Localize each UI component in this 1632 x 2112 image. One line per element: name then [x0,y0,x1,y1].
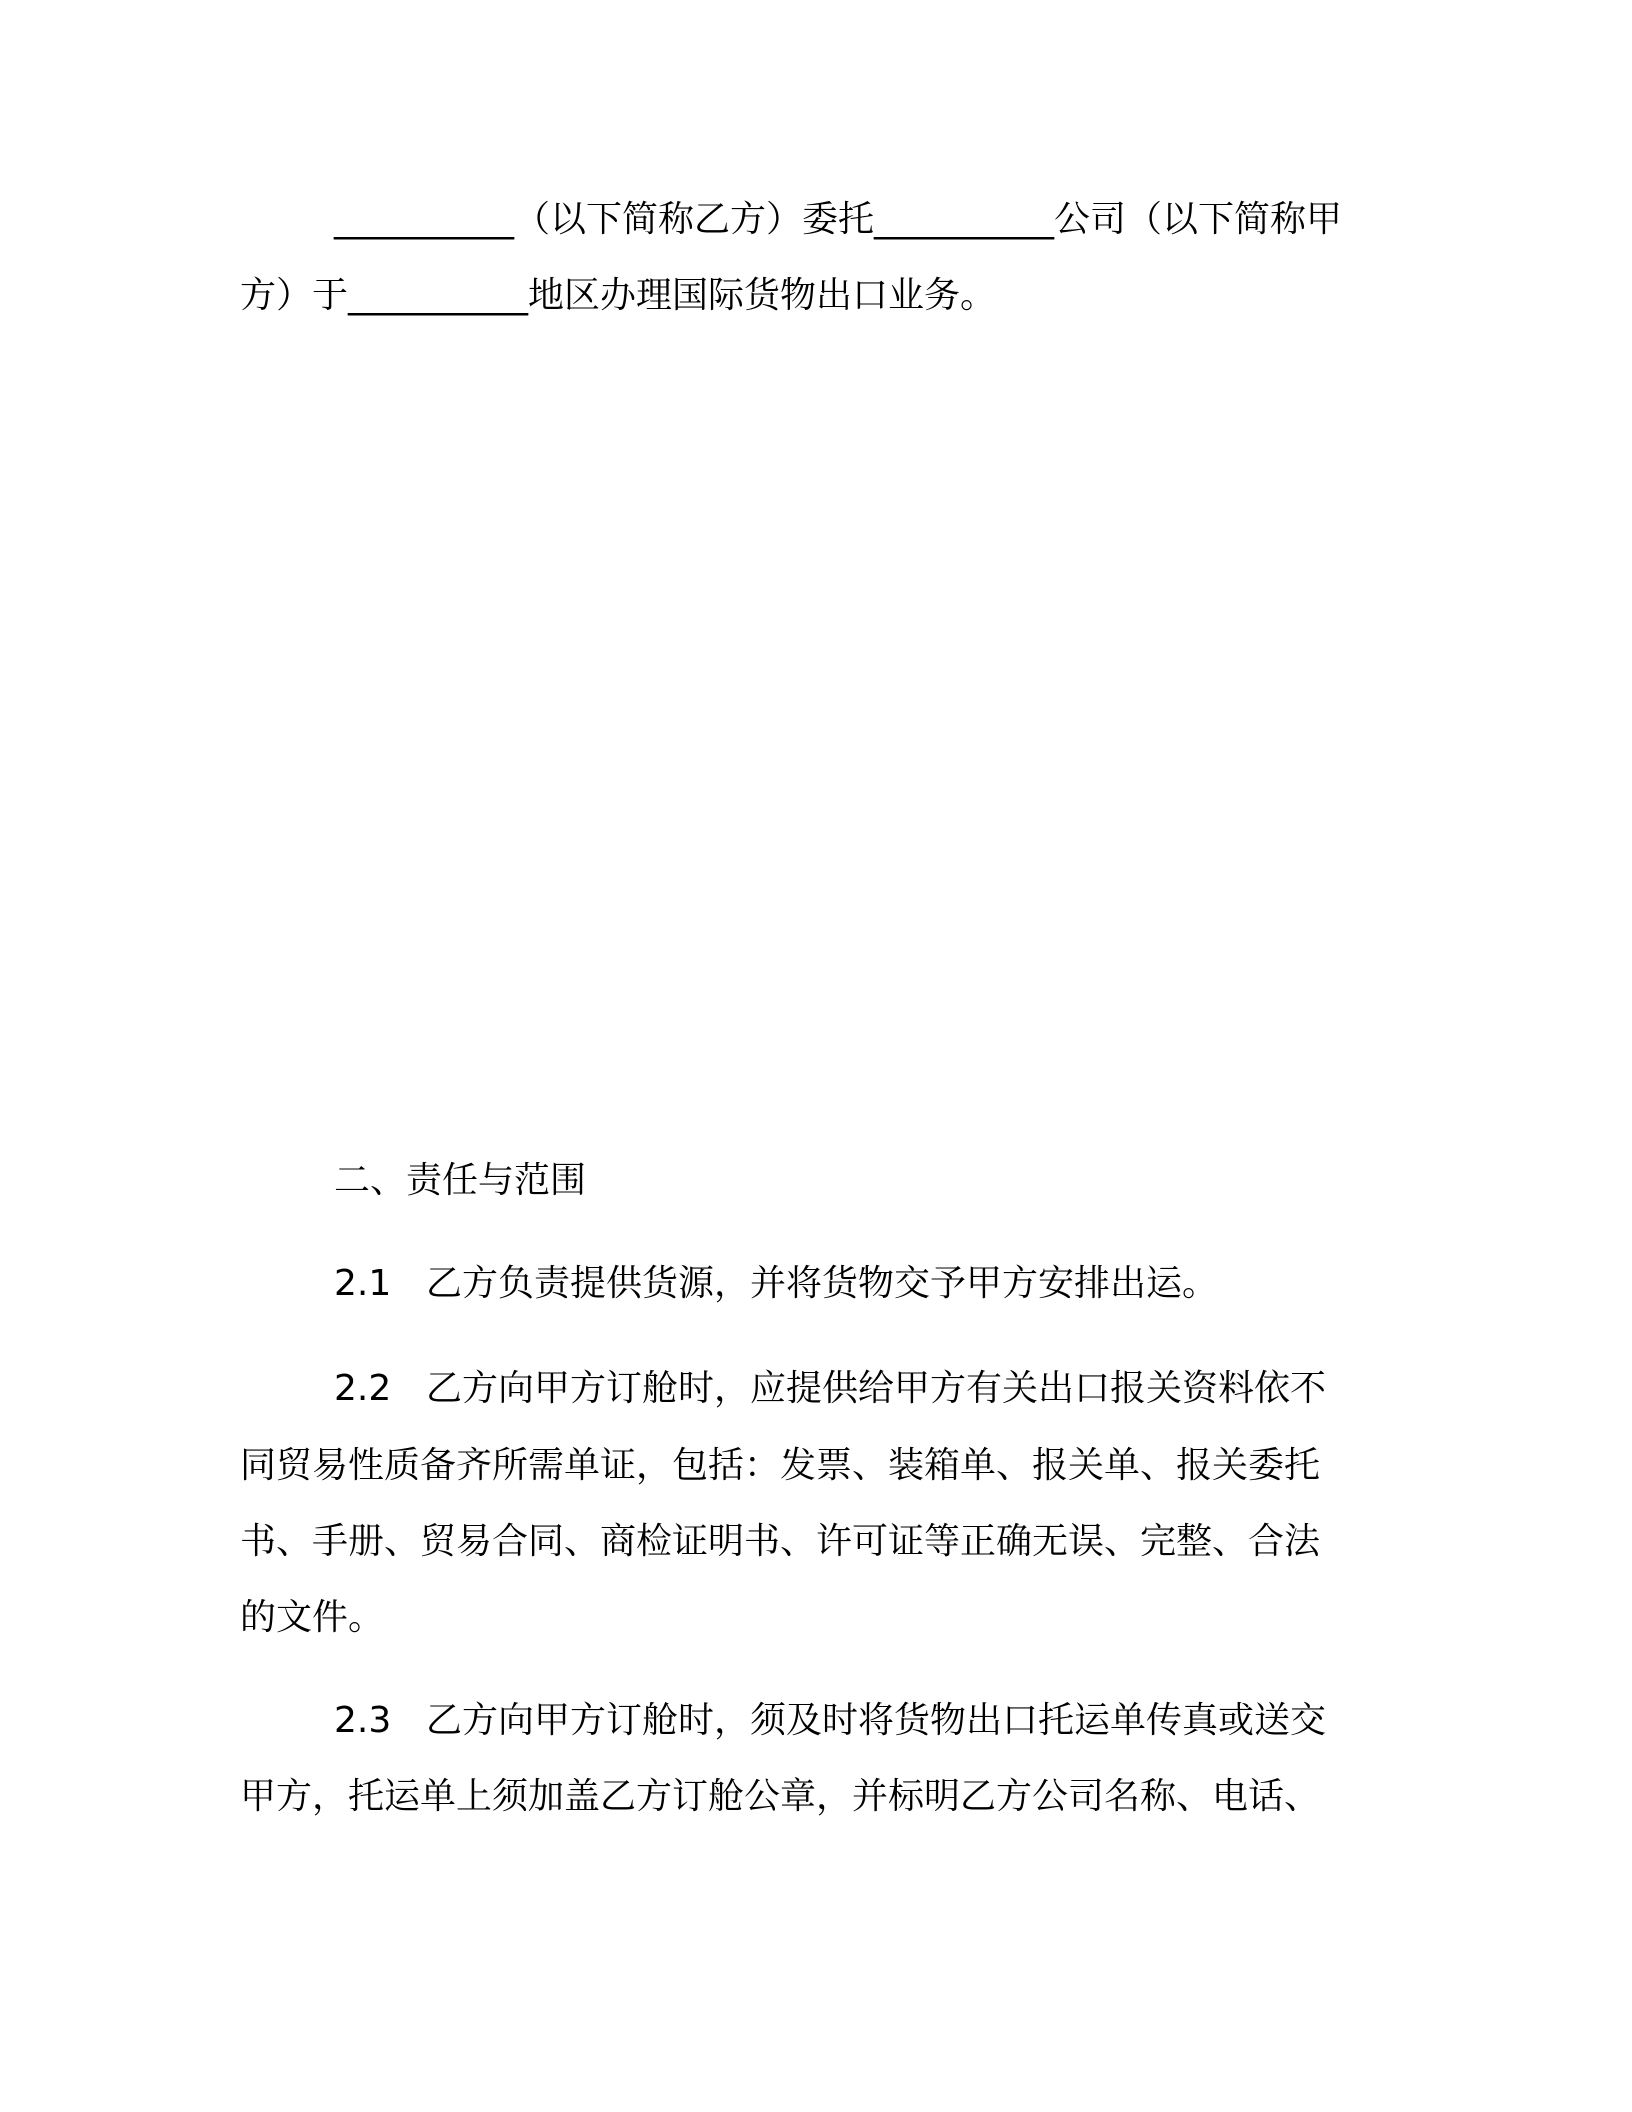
clause-text: 乙方向甲方订舱时，须及时将货物出口托运单传真或送交 [426,1700,1327,1741]
clause-text: 乙方向甲方订舱时，应提供给甲方有关出口报关资料依不 [426,1368,1327,1409]
clause-2-2-line-1 [334,1365,1326,1413]
clause-2-2-line-3: 书、手册、贸易合同、商检证明书、许可证等正确无误、完整、合法 [240,1521,1321,1562]
section-heading: 二、责任与范围 [334,1160,587,1201]
clause-text: 乙方负责提供货源，并将货物交予甲方安排出运。 [426,1263,1219,1304]
clause-2-2-line-2: 同贸易性质备齐所需单证，包括：发票、装箱单、报关单、报关委托 [240,1445,1321,1486]
clause-number: 2.2 [334,1368,392,1409]
intro-line-2: 方）于__________地区办理国际货物出口业务。 [240,275,997,316]
clause-2-3-line-2: 甲方，托运单上须加盖乙方订舱公章，并标明乙方公司名称、电话、 [240,1776,1321,1817]
clause-2-1-line-1 [334,1260,1218,1308]
intro-line-1: __________（以下简称乙方）委托__________公司（以下简称甲 [334,199,1343,240]
clause-2-3-line-1 [334,1697,1326,1745]
clause-number: 2.3 [334,1700,392,1741]
clause-2-2-line-4: 的文件。 [240,1597,385,1638]
clause-number: 2.1 [334,1263,392,1304]
